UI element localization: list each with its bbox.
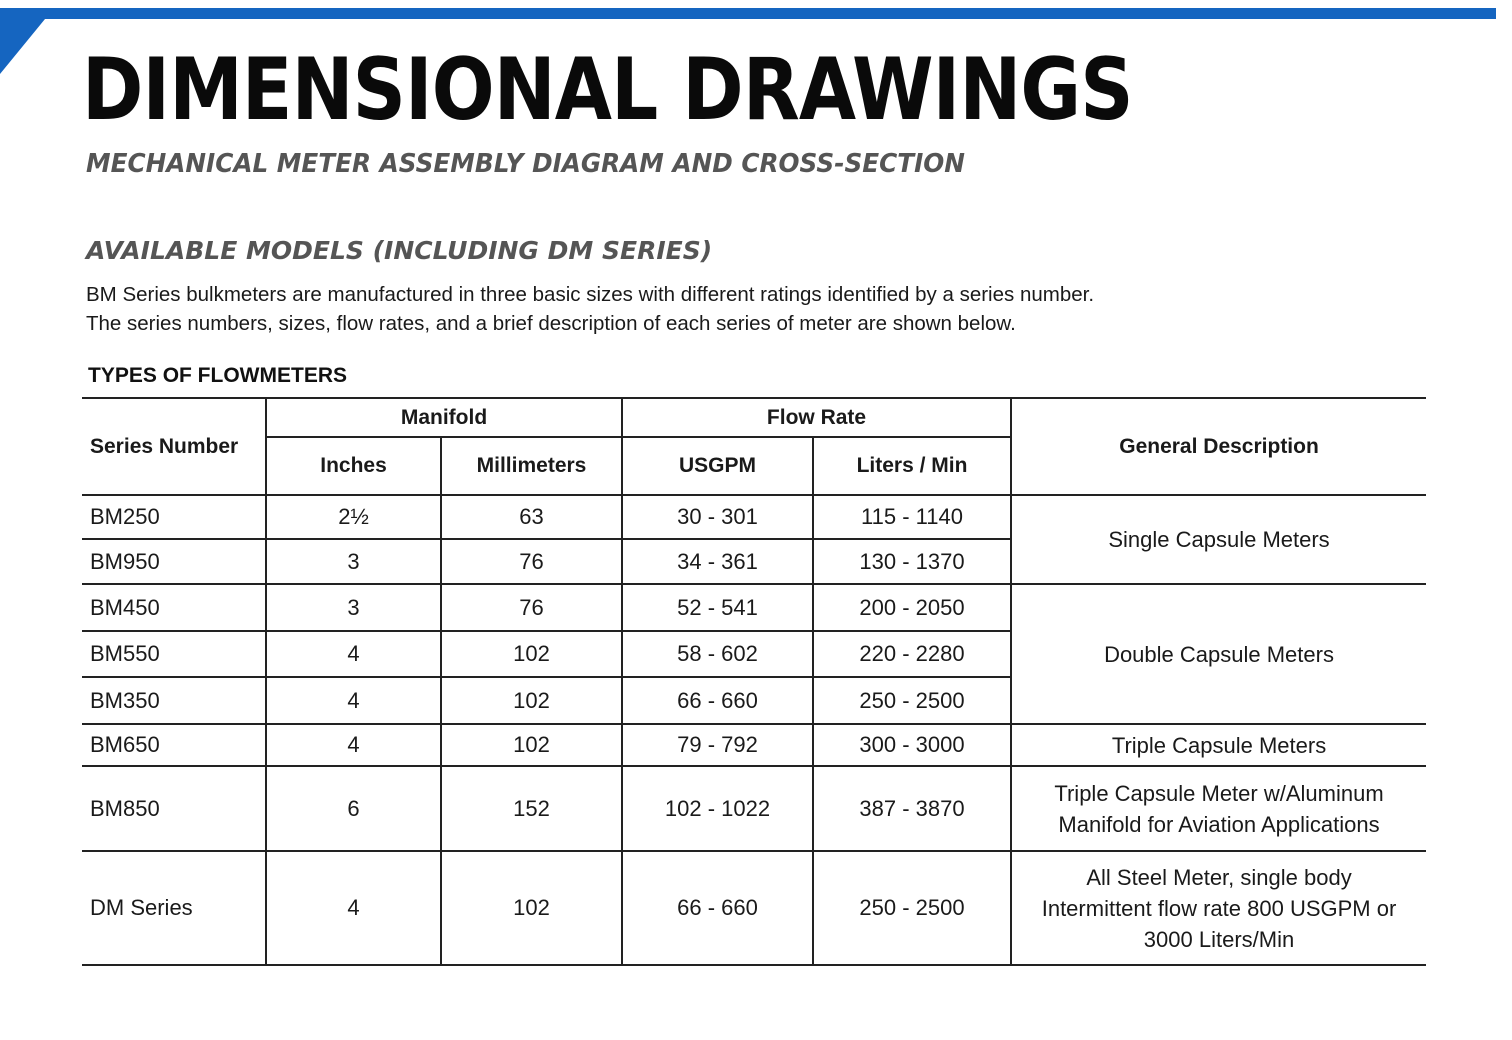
- description-line: All Steel Meter, single body: [1086, 864, 1352, 890]
- cell-description-single: Single Capsule Meters: [1011, 495, 1426, 584]
- table-row: [82, 584, 1426, 631]
- cell-liters-min: 200 - 2050: [813, 584, 1011, 631]
- cell-millimeters: 63: [441, 495, 622, 539]
- cell-description-bm850: [1011, 766, 1426, 851]
- page-subtitle: MECHANICAL METER ASSEMBLY DIAGRAM AND CROSS-SECTION: [86, 149, 965, 179]
- cell-series: BM450: [82, 584, 266, 631]
- cell-liters-min: 387 - 3870: [813, 766, 1011, 851]
- cell-millimeters: 152: [441, 766, 622, 851]
- cell-usgpm: 30 - 301: [622, 495, 813, 539]
- header-manifold: Manifold: [266, 398, 622, 437]
- cell-inches: 3: [266, 584, 441, 631]
- cell-liters-min: 115 - 1140: [813, 495, 1011, 539]
- page-title: DIMENSIONAL DRAWINGS: [82, 40, 1133, 140]
- table-row: [82, 766, 1426, 851]
- cell-inches: 3: [266, 539, 441, 584]
- cell-series: BM650: [82, 724, 266, 766]
- cell-liters-min: 130 - 1370: [813, 539, 1011, 584]
- table-row: [82, 724, 1426, 766]
- models-intro: [86, 280, 1094, 338]
- description-line: Intermittent flow rate 800 USGPM or: [1041, 895, 1397, 921]
- cell-inches: 4: [266, 677, 441, 724]
- table-row: [82, 851, 1426, 965]
- cell-description-dm: [1011, 851, 1426, 965]
- cell-series: BM850: [82, 766, 266, 851]
- description-line: 3000 Liters/Min: [1143, 926, 1295, 952]
- flowmeter-table: [82, 397, 1426, 966]
- cell-usgpm: 58 - 602: [622, 631, 813, 677]
- cell-usgpm: 66 - 660: [622, 851, 813, 965]
- cell-description-triple: Triple Capsule Meters: [1011, 724, 1426, 766]
- available-models-heading: AVAILABLE MODELS (INCLUDING DM SERIES): [86, 236, 713, 265]
- table-row: [82, 495, 1426, 539]
- top-accent-bar: [0, 8, 1496, 19]
- cell-inches: 4: [266, 724, 441, 766]
- cell-liters-min: 250 - 2500: [813, 677, 1011, 724]
- header-usgpm: USGPM: [622, 437, 813, 495]
- cell-description-double: Double Capsule Meters: [1011, 584, 1426, 724]
- header-inches: Inches: [266, 437, 441, 495]
- cell-usgpm: 102 - 1022: [622, 766, 813, 851]
- header-flow-rate: Flow Rate: [622, 398, 1011, 437]
- cell-millimeters: 76: [441, 584, 622, 631]
- cell-series: DM Series: [82, 851, 266, 965]
- flowmeter-types-heading: TYPES OF FLOWMETERS: [88, 364, 348, 387]
- cell-inches: 4: [266, 631, 441, 677]
- cell-series: BM950: [82, 539, 266, 584]
- table-header-row: [82, 398, 1426, 437]
- cell-millimeters: 76: [441, 539, 622, 584]
- cell-series: BM350: [82, 677, 266, 724]
- cell-inches: 6: [266, 766, 441, 851]
- cell-usgpm: 66 - 660: [622, 677, 813, 724]
- cell-inches: 2½: [266, 495, 441, 539]
- cell-liters-min: 250 - 2500: [813, 851, 1011, 965]
- cell-series: BM250: [82, 495, 266, 539]
- cell-millimeters: 102: [441, 851, 622, 965]
- description-line: Triple Capsule Meter w/Aluminum: [1054, 780, 1384, 806]
- cell-usgpm: 34 - 361: [622, 539, 813, 584]
- description-line: Manifold for Aviation Applications: [1058, 811, 1380, 837]
- cell-millimeters: 102: [441, 631, 622, 677]
- header-liters-min: Liters / Min: [813, 437, 1011, 495]
- header-series-number: Series Number: [82, 398, 266, 495]
- cell-liters-min: 220 - 2280: [813, 631, 1011, 677]
- cell-series: BM550: [82, 631, 266, 677]
- intro-line: BM Series bulkmeters are manufactured in three basic sizes with different ratings identified by a series number.: [86, 283, 1095, 306]
- header-millimeters: Millimeters: [441, 437, 622, 495]
- cell-usgpm: 79 - 792: [622, 724, 813, 766]
- cell-millimeters: 102: [441, 724, 622, 766]
- cell-liters-min: 300 - 3000: [813, 724, 1011, 766]
- intro-line: The series numbers, sizes, flow rates, and a brief description of each series of meter are shown below.: [86, 312, 1016, 335]
- cell-inches: 4: [266, 851, 441, 965]
- cell-usgpm: 52 - 541: [622, 584, 813, 631]
- cell-millimeters: 102: [441, 677, 622, 724]
- header-general-description: General Description: [1011, 398, 1426, 495]
- corner-accent: [0, 8, 54, 74]
